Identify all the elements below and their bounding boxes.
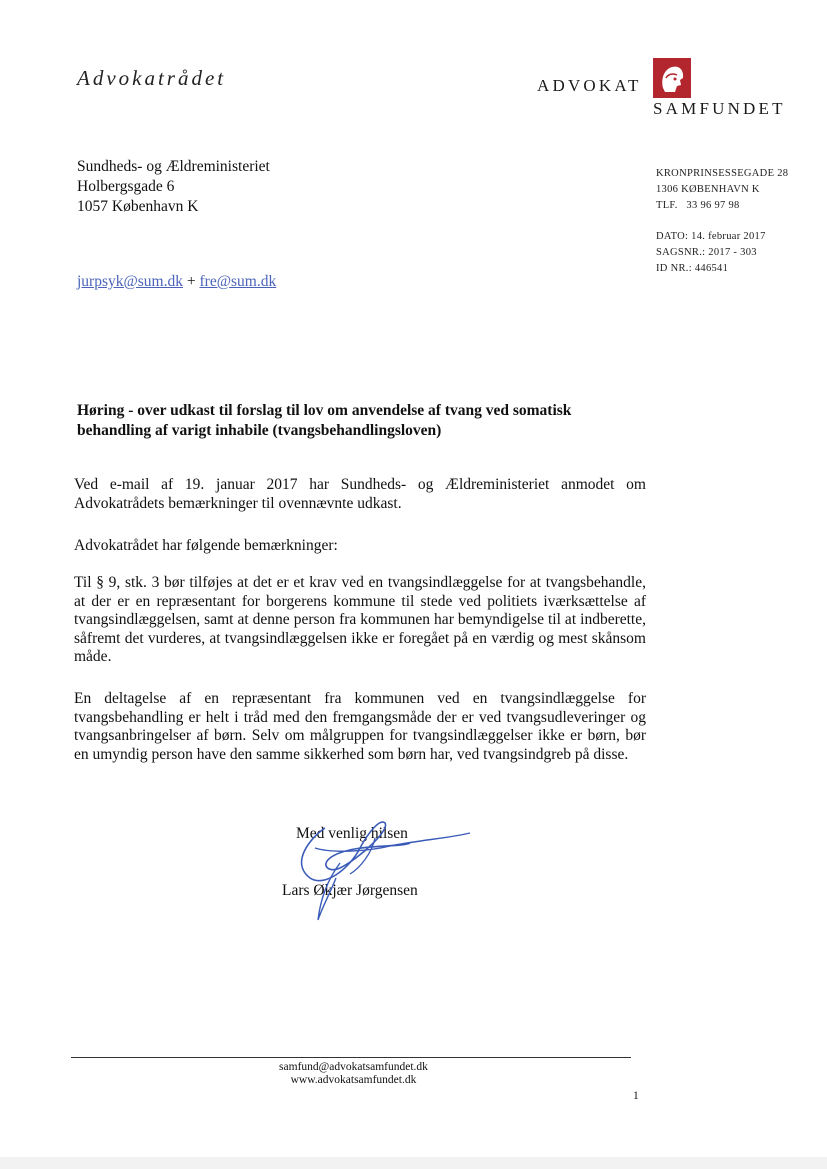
body-paragraph: Advokatrådet har følgende bemærkninger:: [74, 537, 338, 554]
email-link-jurpsyk[interactable]: jurpsyk@sum.dk: [77, 273, 183, 290]
council-title: Advokatrådet: [77, 66, 227, 90]
recipient-line: Holbergsgade 6: [77, 178, 175, 195]
sender-city: 1306 KØBENHAVN K: [656, 184, 760, 195]
email-separator: +: [183, 273, 200, 290]
recipient-line: 1057 København K: [77, 198, 199, 215]
scan-edge: [0, 1157, 827, 1169]
footer-website: www.advokatsamfundet.dk: [290, 1074, 417, 1086]
signer-name: Lars Økjær Jørgensen: [282, 882, 418, 899]
letter-subject: Høring - over udkast til forslag til lov om anvendelse af tvang ved somatisk behandling af varigt inhabile (tvangsbehandlingsloven): [77, 402, 572, 439]
body-paragraph: Til § 9, stk. 3 bør tilføjes at det er et krav ved en tvangsindlæggelse for at tvangsbehandle, at der er en repræsentant for borgerens kommune til stede ved politiets iværksættelse af tvangsindlæggelsen, samt at denne person fra kommunen har bemyndigelse til at indberette, såfremt det vurderes, at tvangsindlæggelsen ikke er foregået på en værdig og mest skånsom måde.: [74, 574, 646, 665]
email-link-fre[interactable]: fre@sum.dk: [199, 273, 277, 290]
letter-date: DATO: 14. februar 2017: [656, 231, 766, 242]
sender-address: [656, 166, 788, 214]
recipient-line: Sundheds- og Ældreministeriet: [77, 158, 270, 175]
recipient-emails: [77, 273, 276, 291]
case-number: SAGSNR.: 2017 - 303: [656, 247, 757, 258]
logo-text-samfundet: SAMFUNDET: [653, 99, 786, 118]
closing-greeting: Med venlig hilsen: [296, 825, 408, 842]
sender-phone: TLF. 33 96 97 98: [656, 200, 740, 211]
body-paragraph: Ved e-mail af 19. januar 2017 har Sundheds- og Ældreministeriet anmodet om Advokatrådets bemærkninger til ovennævnte udkast.: [74, 476, 646, 512]
handwritten-signature: [280, 808, 480, 928]
logo-text-advokat: ADVOKAT: [537, 76, 642, 95]
logo-helmet-icon: [653, 58, 691, 98]
page-number: 1: [633, 1090, 639, 1102]
letter-metadata: [656, 229, 766, 277]
footer-email: samfund@advokatsamfundet.dk: [279, 1061, 428, 1073]
recipient-address: [77, 157, 270, 217]
footer-divider: [71, 1057, 631, 1058]
sender-street: KRONPRINSESSEGADE 28: [656, 168, 789, 179]
id-number: ID NR.: 446541: [656, 263, 729, 274]
body-paragraph: En deltagelse af en repræsentant fra kommunen ved en tvangsindlæggelse for tvangsbehandling er helt i tråd med den fremgangsmåde der er ved tvangsudleveringer og tvangsanbringelser af børn. Selv om målgruppen for tvangsindlæggelser ikke er børn, bør en umyndig person have den samme sikkerhed som børn har, ved tvangsindgreb på disse.: [74, 690, 646, 763]
